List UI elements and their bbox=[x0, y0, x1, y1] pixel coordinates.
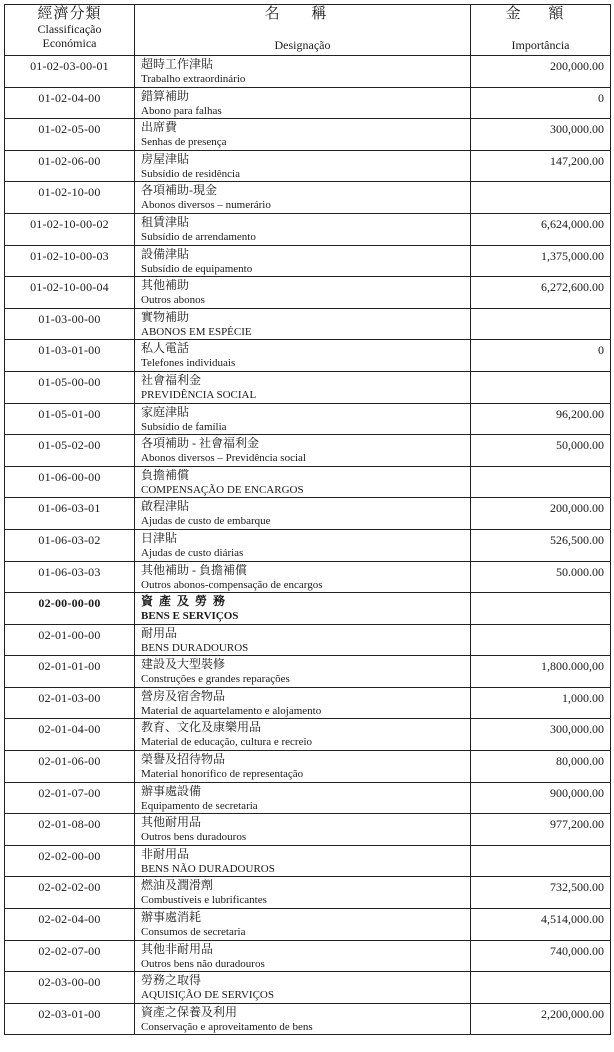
table-row bbox=[5, 1003, 611, 1035]
row-designation-pt: Senhas de presença bbox=[141, 136, 227, 149]
row-designation bbox=[135, 371, 471, 403]
row-designation-zh: 租賃津貼 bbox=[141, 214, 190, 229]
row-designation-pt: PREVIDÊNCIA SOCIAL bbox=[141, 388, 257, 401]
header-classification-zh: 經濟分類 bbox=[37, 6, 102, 22]
row-designation-zh: 耐用品 bbox=[141, 625, 178, 640]
row-designation-zh: 其他補助 bbox=[141, 278, 190, 293]
row-designation bbox=[135, 182, 471, 214]
row-code: 01-06-03-03 bbox=[5, 561, 135, 593]
row-amount: 740,000.00 bbox=[471, 940, 611, 972]
row-designation-zh: 社會福利金 bbox=[141, 372, 202, 387]
row-designation bbox=[135, 561, 471, 593]
table-row bbox=[5, 656, 611, 688]
row-designation-zh: 勞務之取得 bbox=[141, 973, 202, 988]
row-designation-pt: Outros abonos bbox=[141, 294, 205, 307]
row-designation-pt: BENS DURADOUROS bbox=[141, 641, 249, 654]
row-designation bbox=[135, 529, 471, 561]
header-designation-pt: Designação bbox=[274, 38, 331, 52]
row-amount: 4,514,000.00 bbox=[471, 909, 611, 941]
row-code: 01-06-03-02 bbox=[5, 529, 135, 561]
row-designation-pt: AQUISIÇÃO DE SERVIÇOS bbox=[141, 989, 274, 1002]
header-classification bbox=[5, 5, 135, 56]
table-row bbox=[5, 593, 611, 625]
row-code: 02-01-07-00 bbox=[5, 782, 135, 814]
row-code: 01-02-04-00 bbox=[5, 87, 135, 119]
row-designation bbox=[135, 624, 471, 656]
row-designation-zh: 辦事處消耗 bbox=[141, 910, 202, 925]
row-designation-pt: Conservação e aproveitamento de bens bbox=[141, 1020, 313, 1033]
row-code: 02-02-07-00 bbox=[5, 940, 135, 972]
row-amount: 732,500.00 bbox=[471, 877, 611, 909]
row-amount: 1,375,000.00 bbox=[471, 245, 611, 277]
row-designation-pt: Abonos diversos – Previdência social bbox=[141, 452, 306, 465]
row-designation-zh: 各項補助-現金 bbox=[141, 183, 217, 198]
row-code: 02-03-01-00 bbox=[5, 1003, 135, 1035]
row-designation-pt: Ajudas de custo de embarque bbox=[141, 515, 271, 528]
row-designation-zh: 其他補助 - 負擔補償 bbox=[141, 562, 247, 577]
row-designation-zh: 其他耐用品 bbox=[141, 815, 202, 830]
row-designation bbox=[135, 940, 471, 972]
row-code: 01-05-00-00 bbox=[5, 371, 135, 403]
row-designation bbox=[135, 751, 471, 783]
table-row bbox=[5, 277, 611, 309]
row-designation-pt: ABONOS EM ESPÉCIE bbox=[141, 325, 252, 338]
row-amount: 0 bbox=[471, 87, 611, 119]
table-row bbox=[5, 340, 611, 372]
table-row bbox=[5, 56, 611, 88]
row-code: 01-06-03-01 bbox=[5, 498, 135, 530]
row-code: 01-02-06-00 bbox=[5, 150, 135, 182]
row-code: 02-01-00-00 bbox=[5, 624, 135, 656]
row-amount: 300,000.00 bbox=[471, 719, 611, 751]
row-code: 01-02-05-00 bbox=[5, 119, 135, 151]
row-code: 01-06-00-00 bbox=[5, 466, 135, 498]
row-amount: 526,500.00 bbox=[471, 529, 611, 561]
table-row bbox=[5, 719, 611, 751]
row-designation bbox=[135, 782, 471, 814]
table-row bbox=[5, 624, 611, 656]
row-designation-pt: Combustíveis e lubrificantes bbox=[141, 894, 267, 907]
row-code: 01-05-01-00 bbox=[5, 403, 135, 435]
row-designation-pt: Telefones individuais bbox=[141, 357, 236, 370]
row-designation bbox=[135, 56, 471, 88]
row-amount: 6,272,600.00 bbox=[471, 277, 611, 309]
table-row bbox=[5, 87, 611, 119]
row-code: 02-02-00-00 bbox=[5, 845, 135, 877]
row-amount: 6,624,000.00 bbox=[471, 213, 611, 245]
row-designation bbox=[135, 119, 471, 151]
row-designation-zh: 資產之保養及利用 bbox=[141, 1004, 238, 1019]
row-designation bbox=[135, 593, 471, 625]
row-designation-pt: Equipamento de secretaria bbox=[141, 799, 258, 812]
row-amount: 200,000.00 bbox=[471, 56, 611, 88]
row-designation-zh: 房屋津貼 bbox=[141, 151, 190, 166]
table-row bbox=[5, 909, 611, 941]
row-designation bbox=[135, 656, 471, 688]
row-code: 02-01-08-00 bbox=[5, 814, 135, 846]
row-amount bbox=[471, 371, 611, 403]
row-amount bbox=[471, 593, 611, 625]
row-designation bbox=[135, 814, 471, 846]
row-designation-zh: 資產及勞務 bbox=[141, 594, 232, 609]
row-code: 01-05-02-00 bbox=[5, 435, 135, 467]
row-designation bbox=[135, 308, 471, 340]
header-classification-pt-line1: Classificação bbox=[37, 22, 102, 36]
row-designation-zh: 辦事處設備 bbox=[141, 783, 202, 798]
table-row bbox=[5, 308, 611, 340]
row-amount: 1,800.000,00 bbox=[471, 656, 611, 688]
row-code: 01-02-10-00-02 bbox=[5, 213, 135, 245]
row-amount bbox=[471, 624, 611, 656]
row-designation bbox=[135, 403, 471, 435]
row-designation-pt: Subsídio de arrendamento bbox=[141, 230, 256, 243]
row-designation-zh: 錯算補助 bbox=[141, 88, 190, 103]
row-designation bbox=[135, 972, 471, 1004]
row-designation-zh: 私人電話 bbox=[141, 341, 190, 356]
row-designation-zh: 非耐用品 bbox=[141, 846, 190, 861]
table-row bbox=[5, 466, 611, 498]
row-amount bbox=[471, 182, 611, 214]
row-designation-zh: 啟程津貼 bbox=[141, 499, 190, 514]
row-designation-pt: Construções e grandes reparações bbox=[141, 673, 290, 686]
row-code: 01-03-00-00 bbox=[5, 308, 135, 340]
row-designation-zh: 實物補助 bbox=[141, 309, 190, 324]
table-row bbox=[5, 119, 611, 151]
row-amount: 2,200,000.00 bbox=[471, 1003, 611, 1035]
row-designation-pt: COMPENSAÇÃO DE ENCARGOS bbox=[141, 483, 304, 496]
row-designation-pt: Ajudas de custo diárias bbox=[141, 546, 244, 559]
table-row bbox=[5, 371, 611, 403]
row-amount: 50.000.00 bbox=[471, 561, 611, 593]
row-designation bbox=[135, 498, 471, 530]
row-designation-pt: Material honorífico de representação bbox=[141, 768, 304, 781]
row-code: 02-00-00-00 bbox=[5, 593, 135, 625]
table-row bbox=[5, 561, 611, 593]
row-designation-pt: Subsídio de equipamento bbox=[141, 262, 253, 275]
row-code: 02-02-02-00 bbox=[5, 877, 135, 909]
row-code: 02-01-06-00 bbox=[5, 751, 135, 783]
row-designation bbox=[135, 1003, 471, 1035]
budget-table bbox=[4, 4, 611, 1035]
row-designation-pt: Material de educação, cultura e recreio bbox=[141, 736, 313, 749]
row-code: 01-03-01-00 bbox=[5, 340, 135, 372]
row-amount: 80,000.00 bbox=[471, 751, 611, 783]
header-classification-pt-line2: Económica bbox=[42, 36, 97, 50]
row-designation-pt: Abonos diversos – numerário bbox=[141, 199, 271, 212]
row-amount: 200,000.00 bbox=[471, 498, 611, 530]
row-amount: 300,000.00 bbox=[471, 119, 611, 151]
row-code: 01-02-10-00 bbox=[5, 182, 135, 214]
header-amount-zh: 金 額 bbox=[505, 6, 576, 22]
row-code: 02-01-03-00 bbox=[5, 687, 135, 719]
row-designation bbox=[135, 213, 471, 245]
row-amount: 977,200.00 bbox=[471, 814, 611, 846]
row-amount bbox=[471, 972, 611, 1004]
row-amount bbox=[471, 845, 611, 877]
row-designation bbox=[135, 340, 471, 372]
row-code: 01-02-10-00-03 bbox=[5, 245, 135, 277]
table-header bbox=[5, 5, 611, 56]
row-code: 01-02-10-00-04 bbox=[5, 277, 135, 309]
row-amount: 50,000.00 bbox=[471, 435, 611, 467]
row-designation-zh: 燃油及潤滑劑 bbox=[141, 878, 214, 893]
table-row bbox=[5, 751, 611, 783]
table-body bbox=[5, 56, 611, 1035]
row-designation-zh: 出席費 bbox=[141, 120, 178, 135]
row-code: 02-01-01-00 bbox=[5, 656, 135, 688]
row-amount: 147,200.00 bbox=[471, 150, 611, 182]
row-designation bbox=[135, 277, 471, 309]
row-code: 02-02-04-00 bbox=[5, 909, 135, 941]
row-amount bbox=[471, 466, 611, 498]
row-designation-pt: Subsídio de família bbox=[141, 420, 227, 433]
row-amount: 900,000.00 bbox=[471, 782, 611, 814]
row-amount bbox=[471, 308, 611, 340]
row-designation-zh: 建設及大型裝修 bbox=[141, 657, 226, 672]
row-designation bbox=[135, 877, 471, 909]
row-designation-zh: 超時工作津貼 bbox=[141, 57, 214, 71]
row-designation bbox=[135, 909, 471, 941]
row-code: 01-02-03-00-01 bbox=[5, 56, 135, 88]
row-designation-pt: Outros abonos-compensação de encargos bbox=[141, 578, 323, 591]
row-designation-zh: 營房及宿舍物品 bbox=[141, 688, 226, 703]
header-designation bbox=[135, 5, 471, 56]
header-amount bbox=[471, 5, 611, 56]
table-row bbox=[5, 845, 611, 877]
row-designation-pt: Material de aquartelamento e alojamento bbox=[141, 704, 322, 717]
row-designation-pt: Outros bens duradouros bbox=[141, 831, 247, 844]
table-row bbox=[5, 498, 611, 530]
table-row bbox=[5, 814, 611, 846]
table-row bbox=[5, 403, 611, 435]
row-designation-pt: Trabalho extraordinário bbox=[141, 73, 246, 85]
table-row bbox=[5, 435, 611, 467]
table-row bbox=[5, 213, 611, 245]
row-designation-zh: 其他非耐用品 bbox=[141, 941, 214, 956]
table-row bbox=[5, 150, 611, 182]
table-row bbox=[5, 245, 611, 277]
row-designation-zh: 各項補助 - 社會福利金 bbox=[141, 436, 259, 451]
row-designation-pt: BENS E SERVIÇOS bbox=[141, 610, 239, 623]
row-code: 02-01-04-00 bbox=[5, 719, 135, 751]
row-amount: 96,200.00 bbox=[471, 403, 611, 435]
row-designation-zh: 日津貼 bbox=[141, 530, 178, 545]
row-designation-zh: 教育、文化及康樂用品 bbox=[141, 720, 262, 735]
budget-table-page bbox=[4, 4, 610, 1035]
row-designation bbox=[135, 150, 471, 182]
row-designation bbox=[135, 87, 471, 119]
table-row bbox=[5, 940, 611, 972]
row-amount: 0 bbox=[471, 340, 611, 372]
row-amount: 1,000.00 bbox=[471, 687, 611, 719]
row-designation-zh: 榮譽及招待物品 bbox=[141, 752, 226, 767]
row-designation-zh: 家庭津貼 bbox=[141, 404, 190, 419]
row-designation-pt: BENS NÃO DURADOUROS bbox=[141, 862, 275, 875]
row-designation bbox=[135, 845, 471, 877]
row-designation bbox=[135, 435, 471, 467]
row-designation-pt: Subsídio de residência bbox=[141, 167, 240, 180]
row-designation bbox=[135, 687, 471, 719]
row-designation-zh: 設備津貼 bbox=[141, 246, 190, 261]
row-code: 02-03-00-00 bbox=[5, 972, 135, 1004]
table-row bbox=[5, 182, 611, 214]
row-designation-pt: Abono para falhas bbox=[141, 104, 222, 117]
row-designation-pt: Consumos de secretaria bbox=[141, 926, 246, 939]
header-designation-zh: 名 稱 bbox=[264, 6, 341, 22]
row-designation-pt: Outros bens não duradouros bbox=[141, 957, 265, 970]
header-amount-pt: Importância bbox=[511, 38, 570, 52]
row-designation bbox=[135, 466, 471, 498]
table-row bbox=[5, 782, 611, 814]
row-designation-zh: 負擔補償 bbox=[141, 467, 190, 482]
table-row bbox=[5, 877, 611, 909]
table-row bbox=[5, 687, 611, 719]
table-row bbox=[5, 972, 611, 1004]
row-designation bbox=[135, 245, 471, 277]
table-row bbox=[5, 529, 611, 561]
row-designation bbox=[135, 719, 471, 751]
